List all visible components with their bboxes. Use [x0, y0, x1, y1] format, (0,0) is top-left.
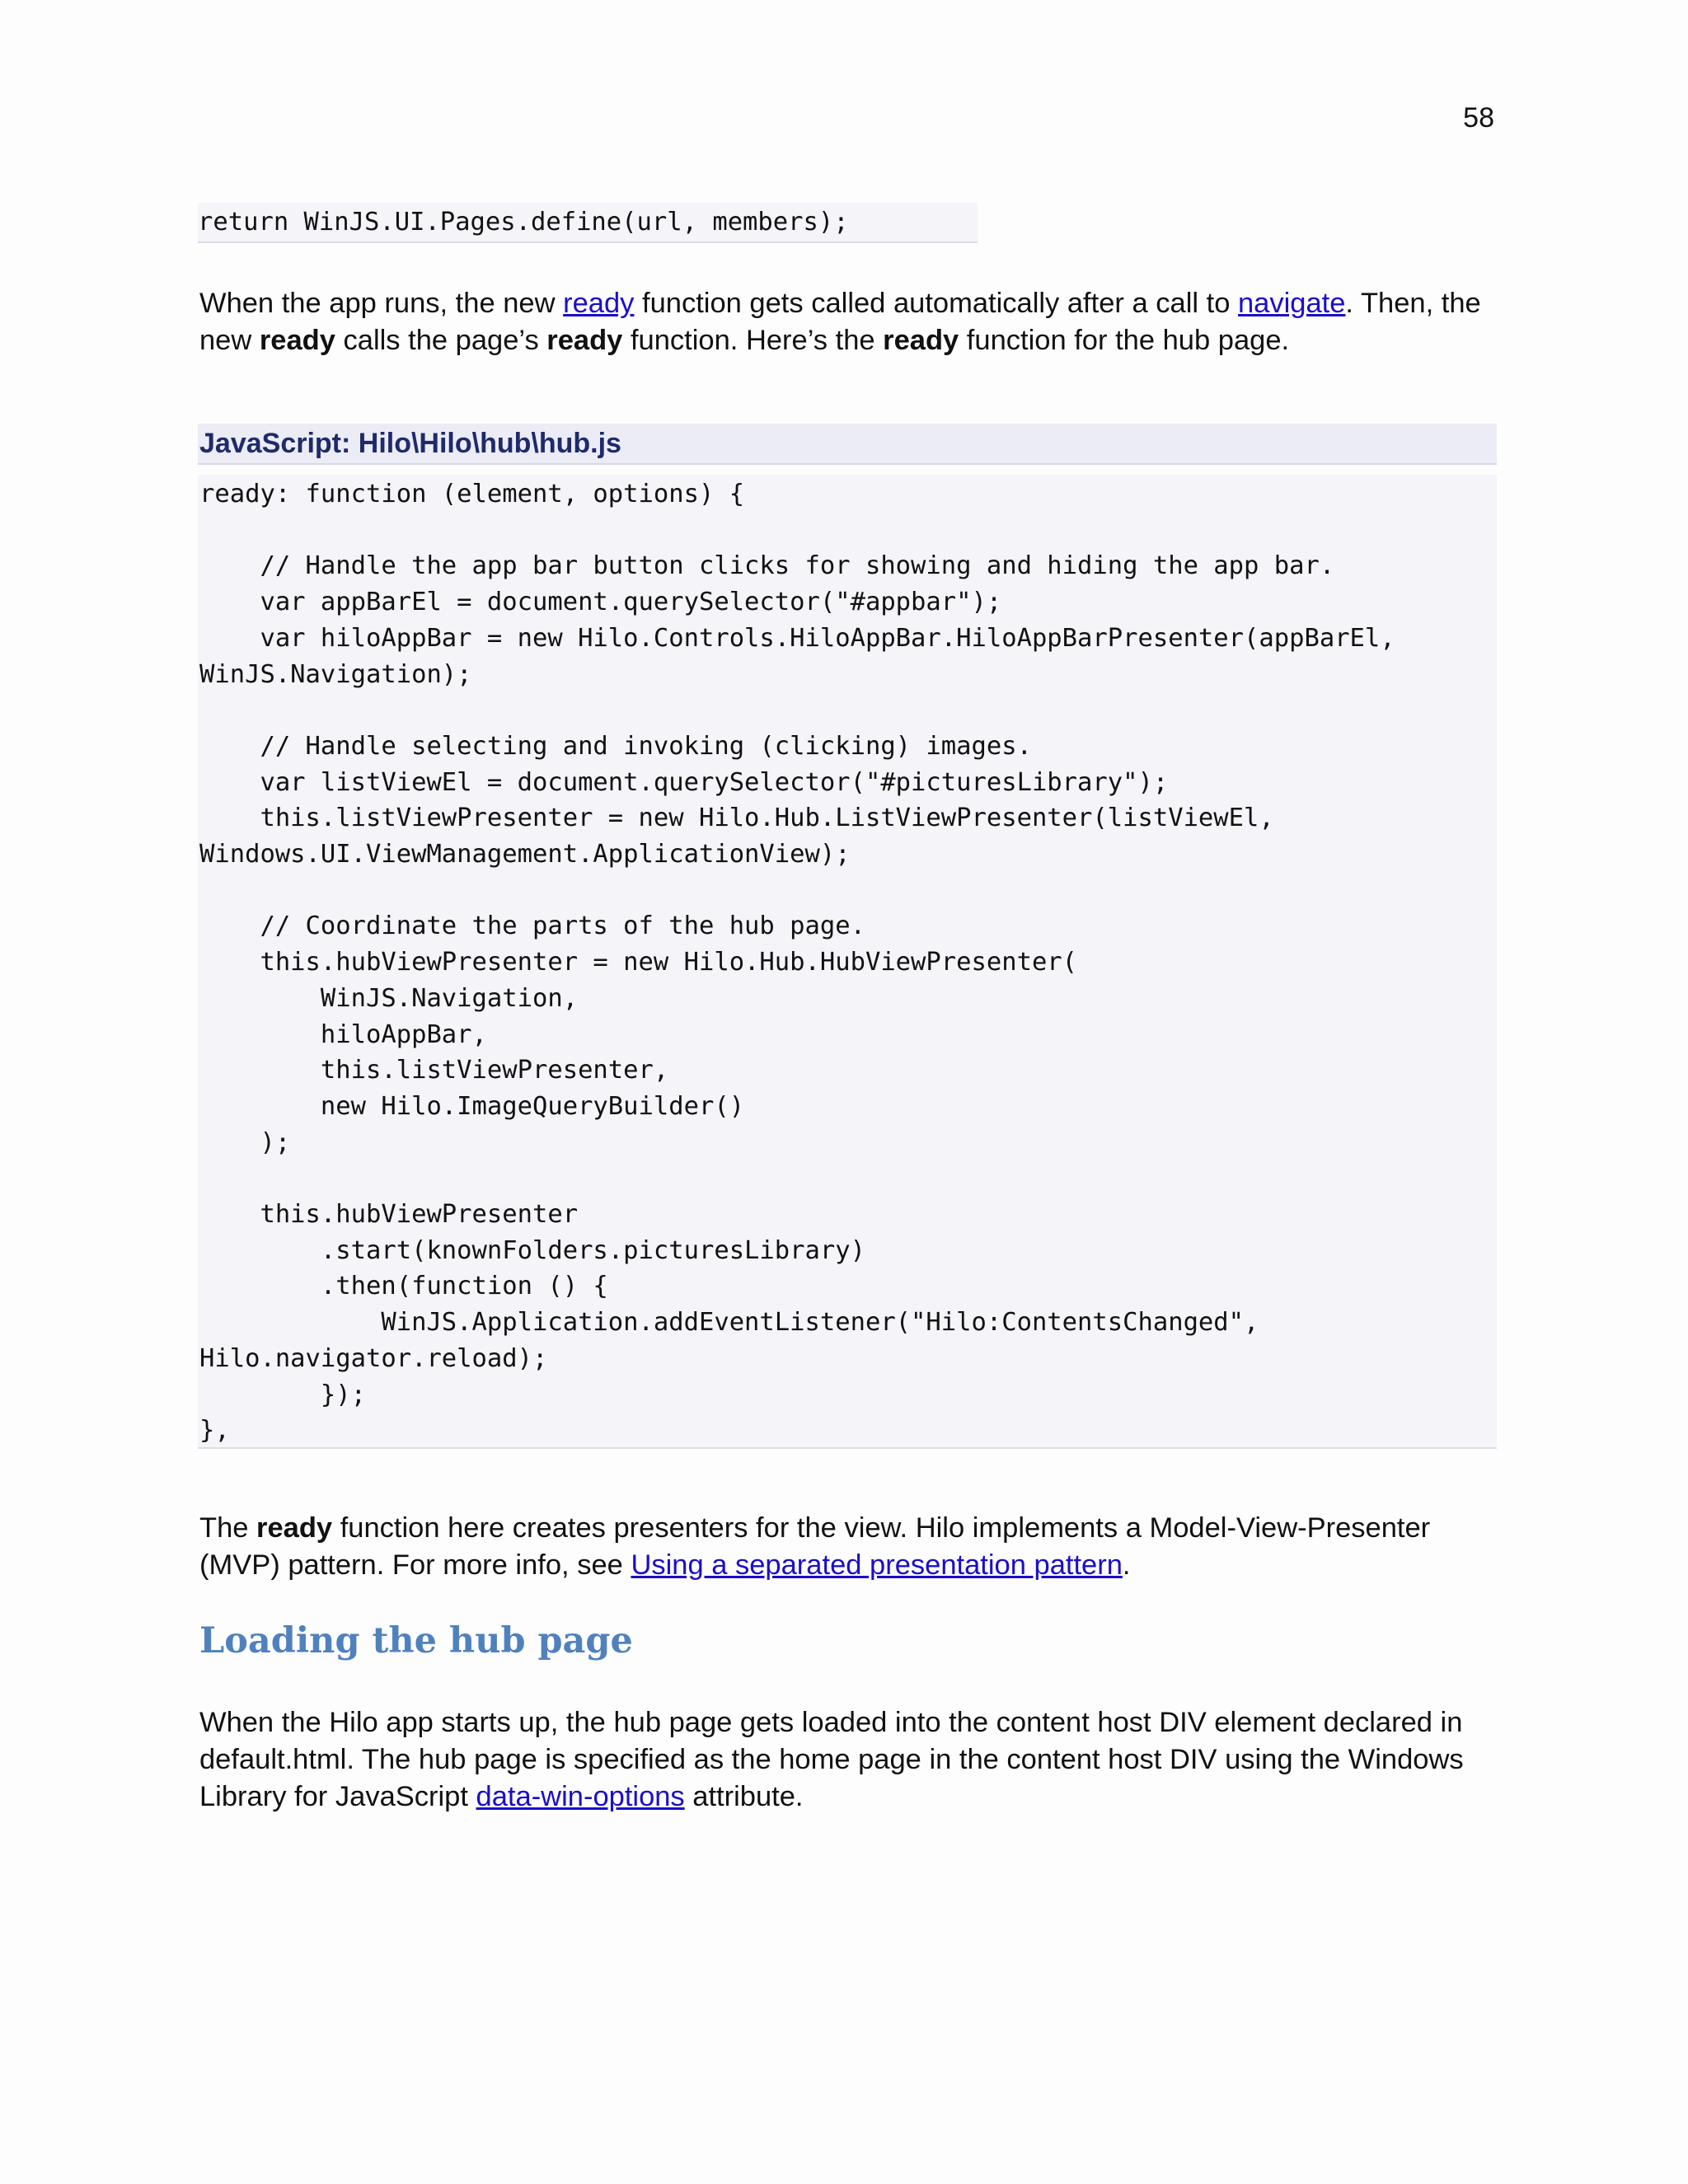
code-caption — [198, 424, 1497, 465]
text-run: . Then, the new — [199, 288, 1481, 356]
text-run: The — [199, 1512, 257, 1544]
code-block-return — [198, 203, 978, 243]
paragraph-loading-hub — [199, 1704, 1502, 1816]
text-run: attribute. — [684, 1781, 804, 1812]
code-text: return WinJS.UI.Pages.define(url, members); — [198, 208, 849, 237]
paragraph-presenters — [199, 1510, 1502, 1584]
text-run: function here creates presenters for the view. Hilo implements a Model-View-Presenter (MVP) pattern. For more info, see — [199, 1512, 1431, 1581]
link-data-win-options[interactable]: data-win-options — [476, 1781, 685, 1812]
text-run: calls the page’s — [335, 325, 547, 356]
bold-term: ready — [546, 325, 623, 356]
link-navigate[interactable]: navigate — [1237, 288, 1346, 319]
paragraph-ready-intro — [199, 285, 1502, 359]
code-text: ready: function (element, options) { // Handle the app bar button clicks for showing and hiding the app bar. var appBarEl = document.querySelector("#appbar"); var hiloAppBar = new Hilo.Controls.HiloAppBar.HiloAppBarPresenter(appBarEl, WinJS.Navigation); // Handle selecting and invoking (clicking) images. var listViewEl = document.querySelector("#picturesLibrary"); this.listViewPresenter = new Hilo.Hub.ListViewPresenter(listViewEl, Windows.UI.ViewManagement.ApplicationView); // Coordinate the parts of the hub page. this.hubViewPresenter = new Hilo.Hub.HubViewPresenter( WinJS.Navigation, hiloAppBar, this.listViewPresenter, new Hilo.ImageQueryBuilder() ); this.hubViewPresenter .start(knownFolders.picturesLibrary) .then(function () { WinJS.Application.addEventListener("Hilo:ContentsChanged", Hilo.navigator.reload); }); }, — [199, 480, 1395, 1446]
text-run: function for the hub page. — [959, 325, 1290, 356]
page-number: 58 — [1463, 102, 1494, 134]
bold-term: ready — [883, 325, 959, 356]
text-run: . — [1122, 1549, 1131, 1581]
bold-term: ready — [259, 325, 335, 356]
text-run: function gets called automatically after a call to — [634, 288, 1238, 319]
text-run: When the app runs, the new — [199, 288, 564, 319]
code-caption-text: JavaScript: Hilo\Hilo\hub\hub.js — [199, 428, 621, 459]
link-ready[interactable]: ready — [563, 288, 635, 319]
link-separated-presentation-pattern[interactable]: Using a separated presentation pattern — [631, 1549, 1123, 1581]
code-block-hub-ready — [198, 475, 1497, 1449]
text-run: When the Hilo app starts up, the hub page gets loaded into the content host DIV element declared in default.html. The hub page is specified as the home page in the content host DIV using the Windows Library for JavaScript — [199, 1707, 1464, 1812]
bold-term: ready — [256, 1512, 333, 1544]
text-run: function. Here’s the — [622, 325, 884, 356]
section-heading: Loading the hub page — [199, 1620, 633, 1661]
